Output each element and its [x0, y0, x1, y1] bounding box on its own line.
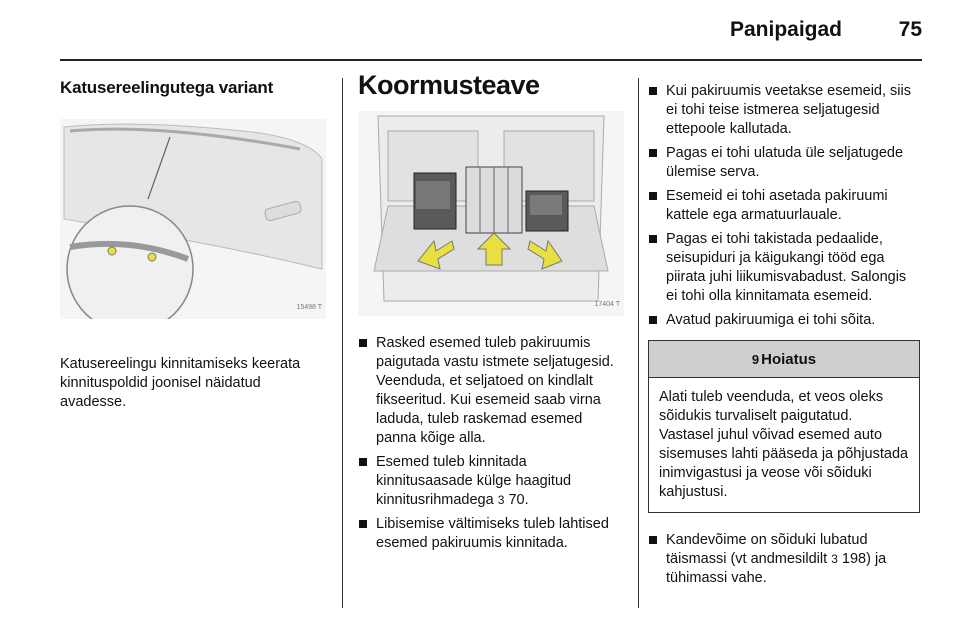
capacity-bullets [648, 531, 920, 588]
page-ref-70[interactable]: 70. [508, 492, 529, 508]
middle-column [358, 70, 624, 558]
bullet-icon [649, 192, 657, 200]
page-ref-icon: 3 [497, 493, 505, 507]
cargo-illustration [358, 111, 624, 316]
loading-heading: Koormusteave [358, 70, 540, 100]
bullet-icon [359, 520, 367, 528]
roof-rail-heading: Katusereelingutega variant [60, 78, 274, 97]
list-item: Rasked esemed tuleb pakiruumis paigutada vastu istmete seljatugesid. Veenduda, et seljatoed on kindlalt fikseeritud. Kui esemeid saab virna laduda, tuleb raskemad esemed panna kõige alla. [358, 334, 624, 448]
bullet-icon [649, 149, 657, 157]
list-item: Avatud pakiruumiga ei tohi sõita. [648, 311, 920, 330]
column-divider-1 [342, 78, 343, 608]
warning-title: Hoiatus [761, 350, 817, 368]
bullet-icon [359, 339, 367, 347]
bullet-icon [649, 316, 657, 324]
warning-icon: 9 [751, 351, 760, 367]
page-ref-icon: 3 [831, 552, 838, 566]
page-number: 75 [898, 18, 922, 41]
right-column [648, 82, 920, 593]
list-item: Pagas ei tohi ulatuda üle seljatugede ülemise serva. [648, 144, 920, 182]
list-item: Kandevõime on sõiduki lubatud täismassi (vt andmesildilt 3 198) ja tühimassi vahe. [648, 531, 920, 588]
list-item: Kui pakiruumis veetakse esemeid, siis ei tohi teise istmerea seljatugesid ettepoole kallutada. [648, 82, 920, 139]
warning-text: Alati tuleb veenduda, et veos oleks sõidukis turvaliselt paigutatud. Vastasel juhul võivad esemed auto sisemuses lahti pääseda ja põhjustada inimvigastusi ja veose või sõiduki kahjustusi. [659, 389, 909, 500]
loading-rules [648, 82, 920, 330]
list-item: Esemed tuleb kinnitada kinnitusaasade külge haagitud kinnitusrihmadega 3 70. [358, 453, 624, 510]
figure-code: 15498 T [296, 304, 322, 311]
bullet-icon [649, 87, 657, 95]
column-divider-2 [638, 78, 639, 608]
left-column [60, 70, 330, 412]
bullet-icon [359, 458, 367, 466]
loading-bullets [358, 334, 624, 553]
bullet-icon [649, 536, 657, 544]
page-title: Panipaigad [729, 18, 842, 41]
roof-rail-figure [60, 119, 326, 319]
list-item: Libisemise vältimiseks tuleb lahtised esemed pakiruumis kinnitada. [358, 515, 624, 553]
cargo-figure [358, 111, 624, 316]
figure-code: 17404 T [594, 301, 620, 308]
roof-rail-paragraph: Katusereelingu kinnitamiseks keerata kinnituspoldid joonisel näidatud avadesse. [60, 356, 301, 410]
page-ref-198: 198) ja tühimassi vahe. [666, 551, 887, 586]
warning-box [648, 340, 920, 513]
page-header [0, 0, 960, 60]
list-item: Pagas ei tohi takistada pedaalide, seisupiduri ja käigukangi tööd ega piirata juhi liikumisvabadust. Salongis ei tohi olla kinnitamata esemeid. [648, 230, 920, 306]
list-item: Esemeid ei tohi asetada pakiruumi kattele ega armatuurlauale. [648, 187, 920, 225]
warning-header [649, 341, 919, 378]
header-rule [60, 59, 922, 61]
roof-rail-illustration [60, 119, 326, 319]
bullet-icon [649, 235, 657, 243]
